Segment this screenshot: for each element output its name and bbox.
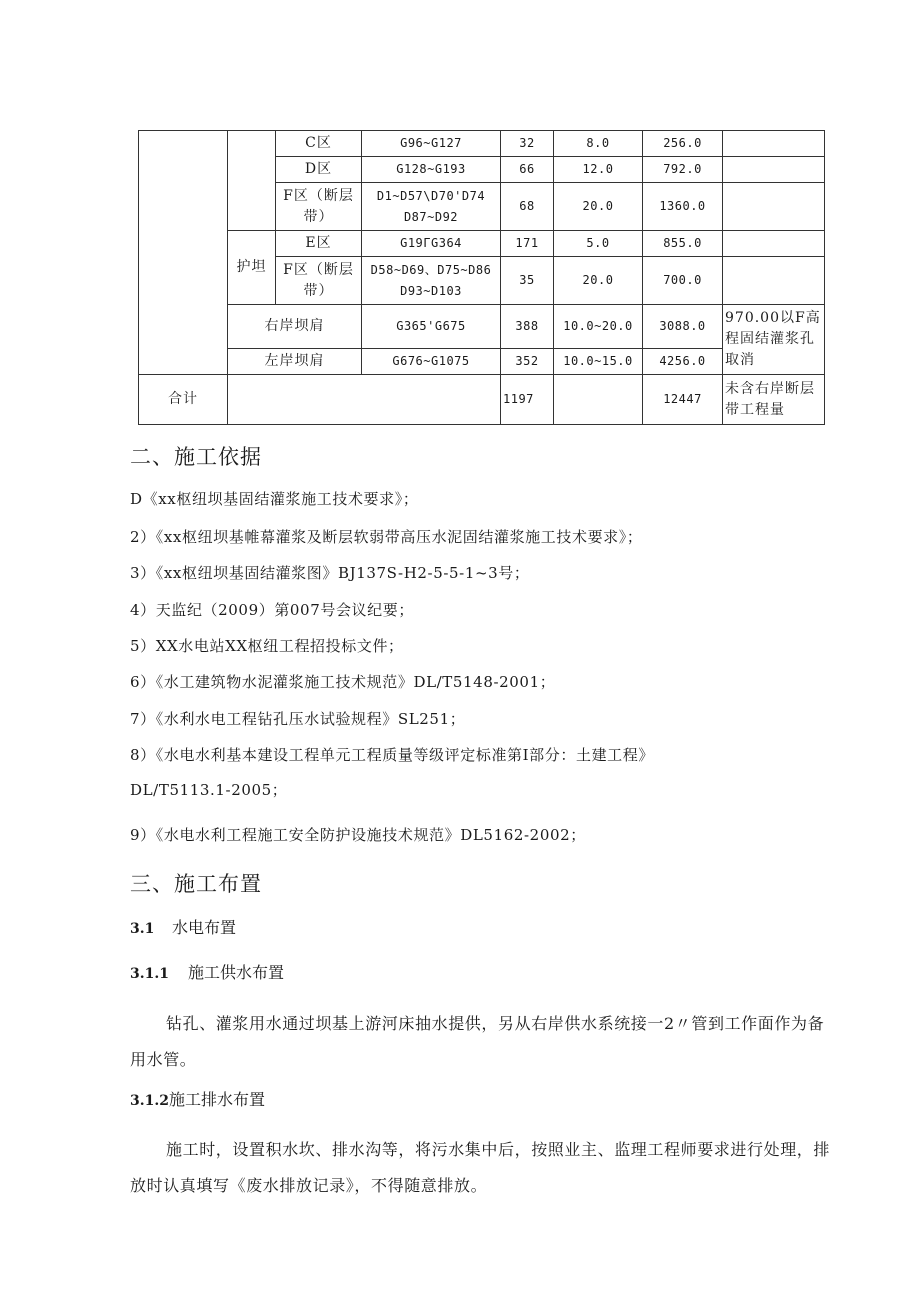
- hole-range-cell: D58~D69、D75~D86 D93~D103: [362, 257, 501, 305]
- table-cell-blank: [139, 131, 228, 375]
- summary-note-cell: 未含右岸断层带工程量: [723, 375, 825, 425]
- reference-item: 3）《xx枢纽坝基固结灌浆图》BJ137S-H2-5-5-1~3号；: [130, 564, 530, 582]
- zone-cell: D区: [276, 157, 362, 183]
- zone-cell: 左岸坝肩: [228, 349, 362, 375]
- subsection-3-1-1-heading: [130, 960, 284, 983]
- reference-item: 2）《xx枢纽坝基帷幕灌浆及断层软弱带高压水泥固结灌浆施工技术要求》；: [130, 528, 643, 546]
- hole-range-cell: G19ΓG364: [362, 231, 501, 257]
- water-supply-paragraph: [130, 1006, 835, 1078]
- note-cell: [723, 231, 825, 257]
- subsection-title: 施工供水布置: [188, 963, 285, 982]
- depth-cell: 8.0: [554, 131, 643, 157]
- hole-range-cell: D1~D57\D70'D74 D87~D92: [362, 183, 501, 231]
- reference-item: 4）天监纪（2009）第007号会议纪要；: [130, 601, 414, 619]
- depth-cell: 5.0: [554, 231, 643, 257]
- note-cell: [723, 131, 825, 157]
- subsection-number: 3.1.2: [130, 1093, 169, 1109]
- total-cell: 1360.0: [643, 183, 723, 231]
- zone-cell: F区（断层带）: [276, 183, 362, 231]
- hole-count-cell: 66: [501, 157, 554, 183]
- subsection-title: 施工排水布置: [168, 1090, 265, 1109]
- total-cell: 3088.0: [643, 305, 723, 349]
- summary-label-cell: 合计: [139, 375, 228, 425]
- depth-cell: 10.0~15.0: [554, 349, 643, 375]
- reference-item: 6）《水工建筑物水泥灌浆施工技术规范》DL/T5148-2001；: [130, 673, 556, 691]
- paragraph-text: 施工时，设置积水坎、排水沟等，将污水集中后，按照业主、监理工程师要求进行处理，排放时认真填写《废水排放记录》，不得随意排放。: [130, 1140, 831, 1195]
- zone-cell: 右岸坝肩: [228, 305, 362, 349]
- hole-count-cell: 32: [501, 131, 554, 157]
- zone-cell: E区: [276, 231, 362, 257]
- depth-cell: 10.0~20.0: [554, 305, 643, 349]
- total-cell: 256.0: [643, 131, 723, 157]
- grouting-quantity-table: [138, 130, 825, 425]
- group-label-cell: 护坦: [228, 231, 276, 305]
- table-row: [139, 231, 825, 257]
- reference-item: 7）《水利水电工程钻孔压水试验规程》SL251；: [130, 710, 466, 728]
- subsection-3-1-heading: [130, 915, 236, 938]
- table-cell-blank: [228, 375, 501, 425]
- total-cell: 700.0: [643, 257, 723, 305]
- note-cell: [723, 157, 825, 183]
- zone-cell: C区: [276, 131, 362, 157]
- reference-item: 5）XX水电站XX枢纽工程招投标文件；: [130, 637, 404, 655]
- table-row-summary: [139, 375, 825, 425]
- paragraph-text: 钻孔、灌浆用水通过坝基上游河床抽水提供，另从右岸供水系统接一2〃管到工作面作为备用水管。: [130, 1014, 825, 1069]
- depth-cell: 20.0: [554, 183, 643, 231]
- table-cell-blank: [228, 131, 276, 231]
- table-row: [139, 349, 825, 375]
- reference-item: DL/T5113.1-2005；: [130, 781, 288, 799]
- hole-count-cell: 171: [501, 231, 554, 257]
- subsection-3-1-2-heading: [130, 1087, 265, 1110]
- hole-range-cell: G96~G127: [362, 131, 501, 157]
- hole-count-cell: 352: [501, 349, 554, 375]
- note-cell: 970.00以F高程固结灌浆孔取消: [723, 305, 825, 375]
- table-cell-blank: [554, 375, 643, 425]
- total-cell: 855.0: [643, 231, 723, 257]
- table-row: [139, 131, 825, 157]
- summary-count-cell: 1197: [501, 375, 554, 425]
- subsection-number: 3.1.1: [130, 966, 169, 982]
- total-cell: 792.0: [643, 157, 723, 183]
- subsection-number: 3.1: [130, 921, 155, 937]
- hole-count-cell: 388: [501, 305, 554, 349]
- hole-range-cell: G365'G675: [362, 305, 501, 349]
- note-cell: [723, 257, 825, 305]
- summary-total-cell: 12447: [643, 375, 723, 425]
- drainage-paragraph: [130, 1132, 835, 1204]
- hole-range-cell: G128~G193: [362, 157, 501, 183]
- hole-range-cell: G676~G1075: [362, 349, 501, 375]
- depth-cell: 20.0: [554, 257, 643, 305]
- reference-item: 8）《水电水利基本建设工程单元工程质量等级评定标准第I部分：土建工程》: [130, 746, 654, 764]
- zone-cell: F区（断层带）: [276, 257, 362, 305]
- note-cell: [723, 183, 825, 231]
- total-cell: 4256.0: [643, 349, 723, 375]
- section-3-heading: 三、施工布置: [130, 872, 262, 896]
- subsection-title: 水电布置: [172, 918, 237, 937]
- section-2-heading: 二、施工依据: [130, 445, 262, 469]
- table-row: [139, 305, 825, 349]
- depth-cell: 12.0: [554, 157, 643, 183]
- reference-item: D《xx枢纽坝基固结灌浆施工技术要求》；: [130, 490, 419, 508]
- hole-count-cell: 68: [501, 183, 554, 231]
- hole-count-cell: 35: [501, 257, 554, 305]
- reference-item: 9）《水电水利工程施工安全防护设施技术规范》DL5162-2002；: [130, 826, 586, 844]
